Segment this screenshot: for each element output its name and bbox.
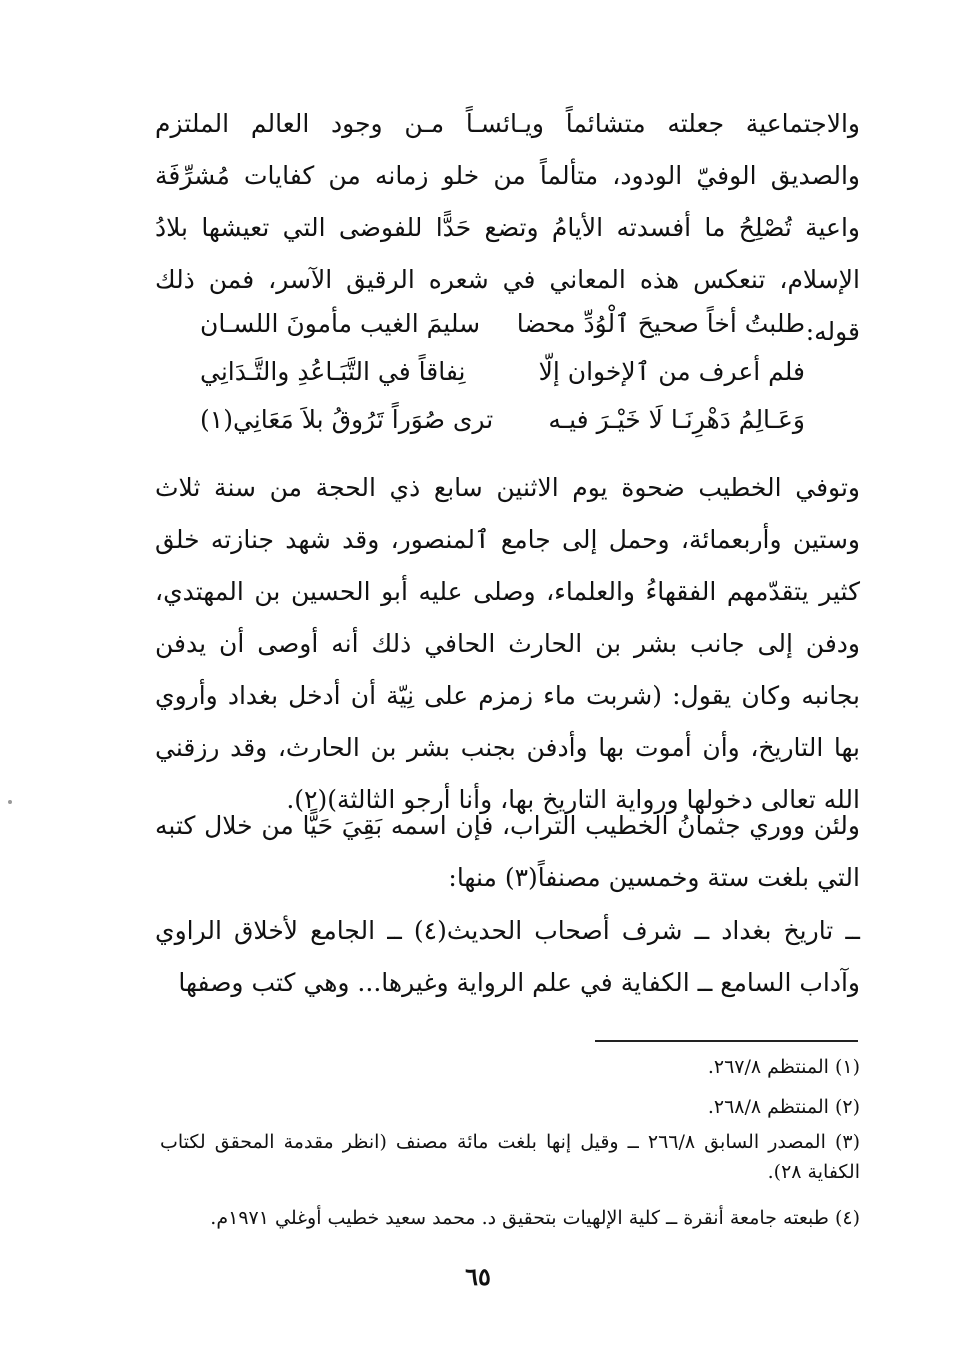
verse-first-hemistich: فلم أعرف من ٱلإخوان إلّا xyxy=(538,357,805,386)
verse-second-hemistich: سليمَ الغيب مأمونَ اللسـان xyxy=(200,309,481,338)
verse-line xyxy=(200,348,805,396)
paragraph-3: ولئن ووري جثمانُ الخطيب التراب، فإن اسمه بَقِيَ حَيًّا من خلال كتبه التي بلغت ستة وخمسين مصنفاً(٣) منها: xyxy=(155,811,860,892)
verse-line xyxy=(200,300,805,348)
paragraph-1: والاجتماعية جعلته متشائماً ويـائسـاً مـن وجود العالم الملتزم والصديق الوفيّ الودود، متألماً من خلو زمانه من كفايات مُشرِّفَة واعية تُصْلِحُ ما أفسدته الأيامُ وتضع حَدًّا للفوضى التي تعيشها بلادُ الإسلام، تنعكس هذه المعاني في شعره الرقيق الآسر، فمن ذلك قوله: xyxy=(155,109,860,346)
verse-second-hemistich: ترى صُوَراً تَرُوقُ بلاَ مَعَانِي(١) xyxy=(200,405,494,434)
poem-verses xyxy=(200,300,805,450)
footnote-4: (٤) طبعته جامعة أنقرة ــ كلية الإلهيات بتحقيق د. محمد سعيد خطيب أوغلي ١٩٧١م. xyxy=(210,1207,860,1229)
footnote-1: (١) المنتظم ٢٦٧/٨. xyxy=(707,1056,860,1078)
verse-second-hemistich: نِفاقاً في التَّبَـاعُدِ والتَّـدَانِي xyxy=(200,357,466,386)
paragraph-4: ــ تاريخ بغداد ــ شرف أصحاب الحديث(٤) ــ الجامع لأخلاق الراوي وآداب السامع ــ الكفاية في علم الرواية وغيرها... وهي كتب وصفها xyxy=(155,916,860,997)
scan-speck xyxy=(8,800,12,804)
footnote-3: (٣) المصدر السابق ٢٦٦/٨ ــ وقيل إنها بلغت مائة مصنف (انظر مقدمة المحقق لكتاب الكفاية ٢٨). xyxy=(160,1131,860,1183)
paragraph-2: وتوفي الخطيب ضحوة يوم الاثنين سابع ذي الحجة من سنة ثلاث وستين وأربعمائة، وحمل إلى جامع ٱلمنصور، وقد شهد جنازته خلق كثير يتقدّمهم الفقهاءُ والعلماء، وصلى عليه أبو الحسين بن المهتدي، ودفن إلى جانب بشر بن الحارث الحافي ذلك أنه أوصى أن يدفن بجانبه وكان يقول: (شربت ماء زمزم على نِيّة أن أدخل بغداد وأروي بها التاريخ، وأن أموت بها وأدفن بجنب بشر بن الحارث، وقد رزقني الله تعالى دخولها ورواية التاريخ بها، وأنا أرجو الثالثة)(٢). xyxy=(155,473,860,814)
verse-first-hemistich: وَعَـالِمُ دَهْرِنَـا لَا خَيْـرَ فيـه xyxy=(548,405,805,434)
footnote-2: (٢) المنتظم ٢٦٨/٨. xyxy=(707,1096,860,1118)
verse-first-hemistich: طلبتُ أخاً صحيحَ ٱلْوُدِّ محضا xyxy=(516,309,805,338)
page-number: ٦٥ xyxy=(465,1262,491,1291)
footnote-divider xyxy=(595,1040,858,1042)
verse-line xyxy=(200,396,805,444)
